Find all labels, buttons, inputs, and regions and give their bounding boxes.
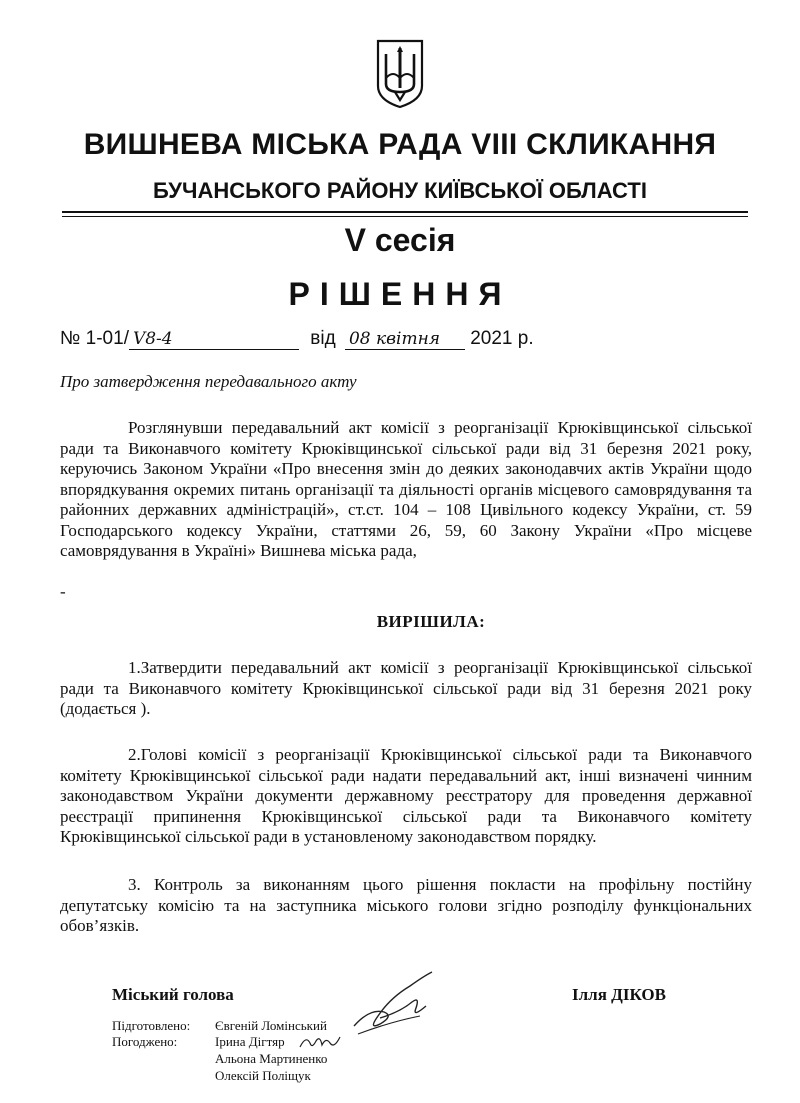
preamble-paragraph: Розглянувши передавальний акт комісії з реорганізації Крюківщинської сільської ради та Виконавчого комітету Крюківщинської сільської ради від 31 березня 2021 року, керуючись Законом України «Про внесення змін до деяких законодавчих актів України щодо впорядкування окремих питань організації та діяльності органів місцевого самоврядування та районних державних адміністрацій», ст.ст. 104 – 108 Цивільного кодексу України, ст. 59 Господарського кодексу України, статтями 26, 59, 60 Закону України «Про місцеве самоврядування в Україні» Вишнева міська рада, (60, 418, 752, 560)
decision-date-field: 08 квітня (345, 329, 465, 350)
decision-number-line (60, 328, 534, 350)
decision-year: 2021 р. (470, 328, 534, 349)
decision-subject: Про затвердження передавального акту (60, 372, 357, 391)
header-divider (62, 211, 748, 213)
agreed-label: Погоджено: (112, 1034, 178, 1049)
document-type: РІШЕННЯ (288, 276, 512, 312)
resolution-item-2: 2.Голові комісії з реорганізації Крюківщинської сільської ради та Виконавчого комітету Крюківщинської сільської ради надати передавальний акт, інші визначені чинним законодавством України документи державному реєстратору для проведення державної реєстрації припинення Крюківщинської сільської ради та Виконавчого комітету Крюківщинської сільської ради в установленому законодавством порядку. (60, 745, 752, 846)
preamble-dash: - (60, 582, 66, 601)
signatory-title: Міський голова (112, 985, 234, 1004)
resolution-item-1: 1.Затвердити передавальний акт комісії з реорганізації Крюківщинської сільської ради та Виконавчого комітету Крюківщинської сільської ради від 31 березня 2021 року (додається ). (60, 658, 752, 718)
resolved-heading: ВИРІШИЛА: (376, 612, 486, 631)
agreed-by-name: Альона Мартиненко (215, 1051, 328, 1066)
trident-coat-of-arms-icon (375, 38, 425, 110)
agreed-by-name: Ірина Дігтяр (215, 1034, 285, 1049)
prepared-label: Підготовлено: (112, 1018, 191, 1033)
agreed-by-name: Олексій Поліщук (215, 1068, 311, 1083)
session-title: V сесія (344, 222, 456, 258)
decision-number-field: V8-4 (129, 329, 299, 350)
handwritten-signature (350, 968, 440, 1038)
initials-signature (298, 1033, 342, 1051)
header-divider-thin (62, 216, 748, 217)
date-from-label: від (310, 328, 336, 349)
resolution-item-3: 3. Контроль за виконанням цього рішення покласти на профільну постійну депутатську комісію та на заступника міського голови згідно розподілу функціональних обов’язків. (60, 875, 752, 935)
prepared-by-name: Євгеній Ломінський (215, 1018, 327, 1033)
signatory-name: Ілля ДІКОВ (572, 985, 666, 1004)
council-name: ВИШНЕВА МІСЬКА РАДА VIII СКЛИКАННЯ (83, 128, 717, 161)
council-region: БУЧАНСЬКОГО РАЙОНУ КИЇВСЬКОЇ ОБЛАСТІ (153, 178, 647, 203)
number-prefix: № 1-01/ (60, 328, 129, 349)
